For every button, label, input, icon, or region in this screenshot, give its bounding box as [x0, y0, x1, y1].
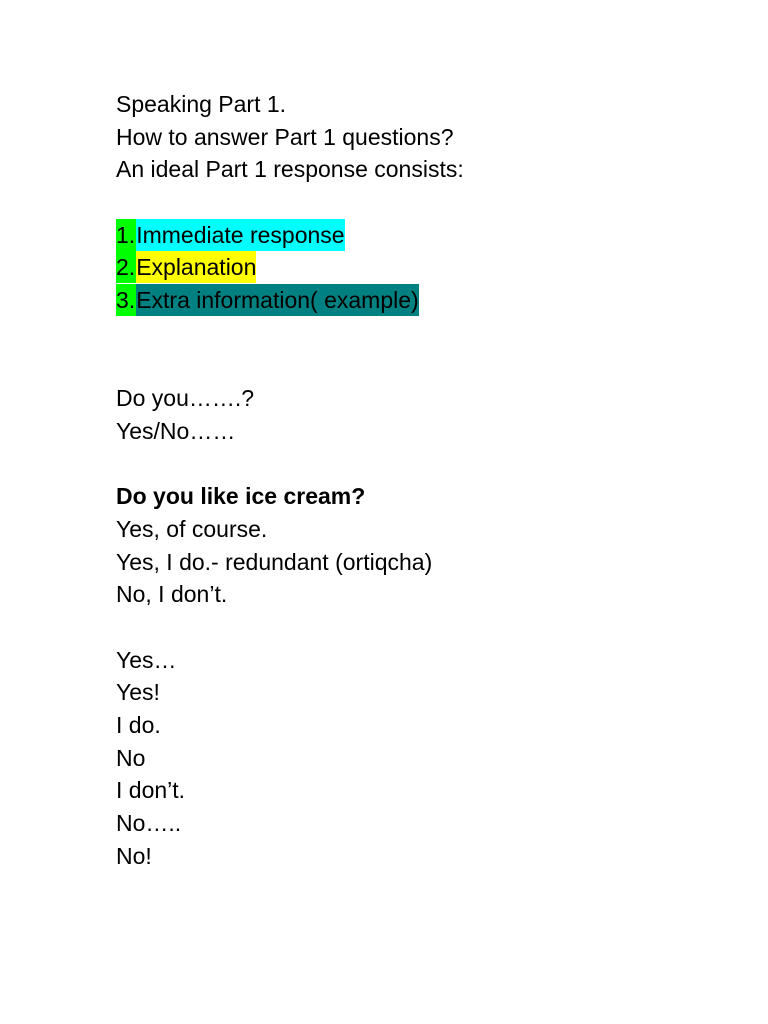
pattern-answer: Yes/No…… [116, 417, 236, 444]
short-answer-7: No! [116, 842, 152, 869]
step-label-1: Immediate response [136, 219, 344, 251]
step-item-3 [116, 284, 716, 317]
document-page [116, 88, 716, 873]
intro-title: Speaking Part 1. [116, 91, 287, 117]
blank-line [116, 448, 716, 481]
step-number-2: 2. [116, 251, 136, 283]
step-number-1: 1. [116, 219, 136, 251]
step-number-3: 3. [116, 284, 136, 316]
step-item-1 [116, 219, 716, 252]
short-answer-6: No….. [116, 810, 182, 837]
blank-line [116, 186, 716, 219]
intro-question: How to answer Part 1 questions? [116, 123, 454, 150]
short-answer-2: Yes! [116, 679, 160, 706]
blank-line [116, 317, 716, 350]
step-item-2 [116, 251, 716, 284]
step-label-2: Explanation [136, 251, 256, 283]
step-label-3: Extra information( example) [136, 284, 419, 316]
intro-description: An ideal Part 1 response consists: [116, 156, 464, 183]
example-answer-1: Yes, of course. [116, 515, 268, 542]
blank-line [116, 350, 716, 383]
short-answer-1: Yes… [116, 646, 177, 673]
example-answer-3: No, I don’t. [116, 581, 228, 608]
short-answer-4: No [116, 744, 146, 771]
blank-line [116, 611, 716, 644]
example-answer-2: Yes, I do.- redundant (ortiqcha) [116, 548, 433, 575]
pattern-question: Do you…….? [116, 385, 255, 412]
short-answer-5: I don’t. [116, 777, 186, 804]
example-question: Do you like ice cream? [116, 483, 366, 510]
short-answer-3: I do. [116, 712, 161, 739]
